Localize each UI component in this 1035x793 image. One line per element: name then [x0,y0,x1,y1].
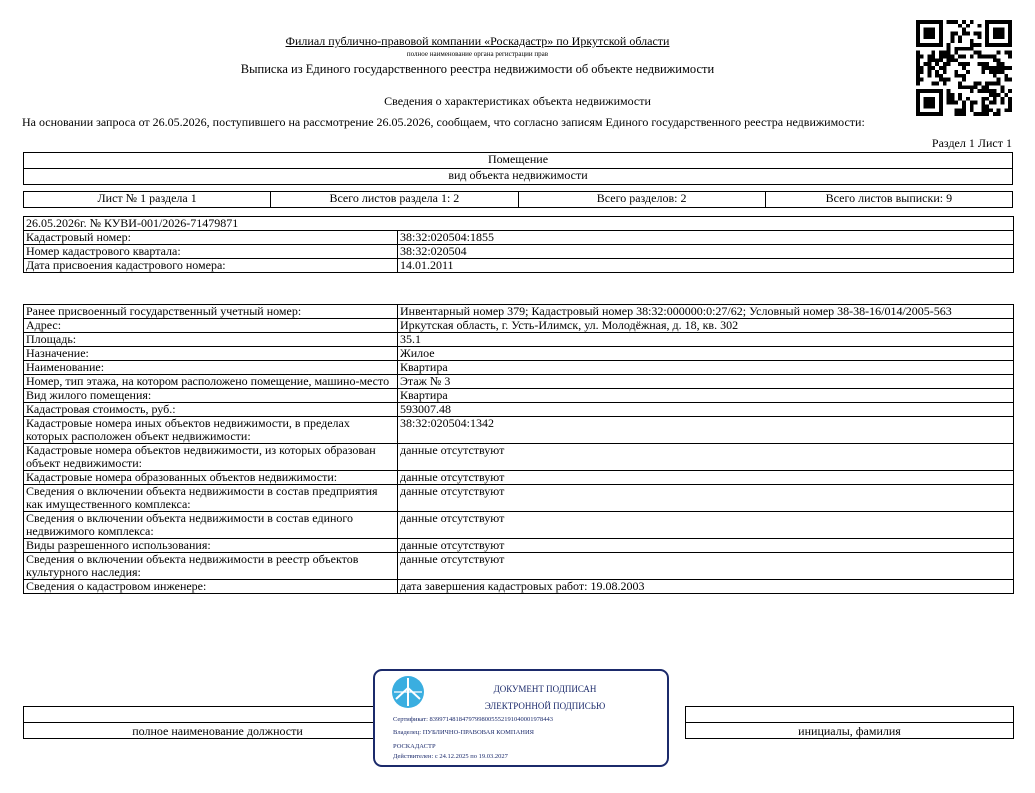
document-title: Выписка из Единого государственного реестра недвижимости об объекте недвижимости [240,62,715,76]
table-row [24,361,1014,375]
table-row [24,553,1014,580]
sheet-number: Лист № 1 раздела 1 [24,192,271,208]
stamp-title-line2: ЭЛЕКТРОННОЙ ПОДПИСЬЮ [484,701,606,711]
stamp-owner-name: РОСКАДАСТР [393,743,436,750]
table-row [24,389,1014,403]
date-number: 26.05.2026г. № КУВИ-001/2026-71479871 [24,217,1014,231]
row-value: дата завершения кадастровых работ: 19.08.2003 [398,580,1014,594]
row-value: Этаж № 3 [398,375,1014,389]
row-label: Номер кадастрового квартала: [24,245,398,259]
stamp-owner: Владелец: ПУБЛИЧНО-ПРАВОВАЯ КОМПАНИЯ [393,729,534,736]
row-label: Сведения о включении объекта недвижимости в реестр объектов культурного наследия: [24,553,398,580]
row-label: Назначение: [24,347,398,361]
table-row [24,333,1014,347]
row-label: Дата присвоения кадастрового номера: [24,259,398,273]
name-field [686,707,1014,723]
row-value: Квартира [398,389,1014,403]
row-value: 35.1 [398,333,1014,347]
row-label: Кадастровые номера образованных объектов недвижимости: [24,471,398,485]
table-row [24,539,1014,553]
object-type-table [23,152,1013,185]
row-value: Квартира [398,361,1014,375]
row-value: 38:32:020504:1342 [398,417,1014,444]
row-value: данные отсутствуют [398,444,1014,471]
row-label: Виды разрешенного использования: [24,539,398,553]
table-row [24,231,1014,245]
stamp-certificate: Сертификат: 83997148184797998005552191040001978443 [393,716,554,723]
row-label: Кадастровые номера объектов недвижимости, из которых образован объект недвижимости: [24,444,398,471]
properties-table [23,304,1014,594]
row-label: Сведения о кадастровом инженере: [24,580,398,594]
organization-name: Филиал публично-правовой компании «Роскадастр» по Иркутской области [285,34,670,48]
table-row [24,444,1014,471]
row-label: Номер, тип этажа, на котором расположено помещение, машино-место [24,375,398,389]
table-row [24,375,1014,389]
table-row [24,512,1014,539]
document-subtitle: Сведения о характеристиках объекта недвижимости [384,94,651,108]
row-value: 14.01.2011 [398,259,1014,273]
table-row [24,259,1014,273]
table-row [24,305,1014,319]
intro-text: На основании запроса от 26.05.2026, поступившего на рассмотрение 26.05.2026, сообщаем, что согласно записям Единого государственного реестра недвижимости: [22,116,865,129]
row-value: 38:32:020504 [398,245,1014,259]
row-label: Вид жилого помещения: [24,389,398,403]
table-row [24,471,1014,485]
name-caption: инициалы, фамилия [686,723,1014,739]
rosreestr-logo-icon [391,675,425,709]
row-label: Сведения о включении объекта недвижимости в состав единого недвижимого комплекса: [24,512,398,539]
object-type: Помещение [24,153,1013,169]
row-value: Иркутская область, г. Усть-Илимск, ул. Молодёжная, д. 18, кв. 302 [398,319,1014,333]
row-label: Кадастровые номера иных объектов недвижимости, в пределах которых расположен объект недвижимости: [24,417,398,444]
row-label: Адрес: [24,319,398,333]
row-value: данные отсутствуют [398,539,1014,553]
table-row [24,403,1014,417]
row-label: Кадастровая стоимость, руб.: [24,403,398,417]
object-type-caption: вид объекта недвижимости [24,169,1013,185]
organization-caption: полное наименование органа регистрации прав [406,50,549,58]
table-row [24,347,1014,361]
position-field [24,707,412,723]
row-label: Наименование: [24,361,398,375]
row-value: данные отсутствуют [398,485,1014,512]
row-label: Сведения о включении объекта недвижимости в состав предприятия как имущественного комплекса: [24,485,398,512]
section-label: Раздел 1 Лист 1 [931,136,1012,150]
row-label: Площадь: [24,333,398,347]
row-value: данные отсутствуют [398,471,1014,485]
row-label: Ранее присвоенный государственный учетный номер: [24,305,398,319]
electronic-signature-stamp [373,669,669,767]
table-row [24,417,1014,444]
row-value: 38:32:020504:1855 [398,231,1014,245]
stamp-validity: Действителен: с 24.12.2025 по 19.03.2027 [393,753,508,760]
table-row [24,485,1014,512]
table-row [24,580,1014,594]
total-sheets: Всего листов выписки: 9 [765,192,1012,208]
row-value: данные отсутствуют [398,553,1014,580]
table-row [24,245,1014,259]
total-sheets-section: Всего листов раздела 1: 2 [271,192,518,208]
row-value: Инвентарный номер 379; Кадастровый номер 38:32:000000:0:27/62; Условный номер 38-38-16/014/2005-563 [398,305,1014,319]
row-value: Жилое [398,347,1014,361]
stamp-title-line1: ДОКУМЕНТ ПОДПИСАН [493,684,597,694]
row-value: 593007.48 [398,403,1014,417]
position-caption: полное наименование должности [24,723,412,739]
table-row [24,319,1014,333]
row-value: данные отсутствуют [398,512,1014,539]
total-sections: Всего разделов: 2 [518,192,765,208]
sheets-table [23,191,1013,208]
main-info-table [23,216,1014,273]
row-label: Кадастровый номер: [24,231,398,245]
